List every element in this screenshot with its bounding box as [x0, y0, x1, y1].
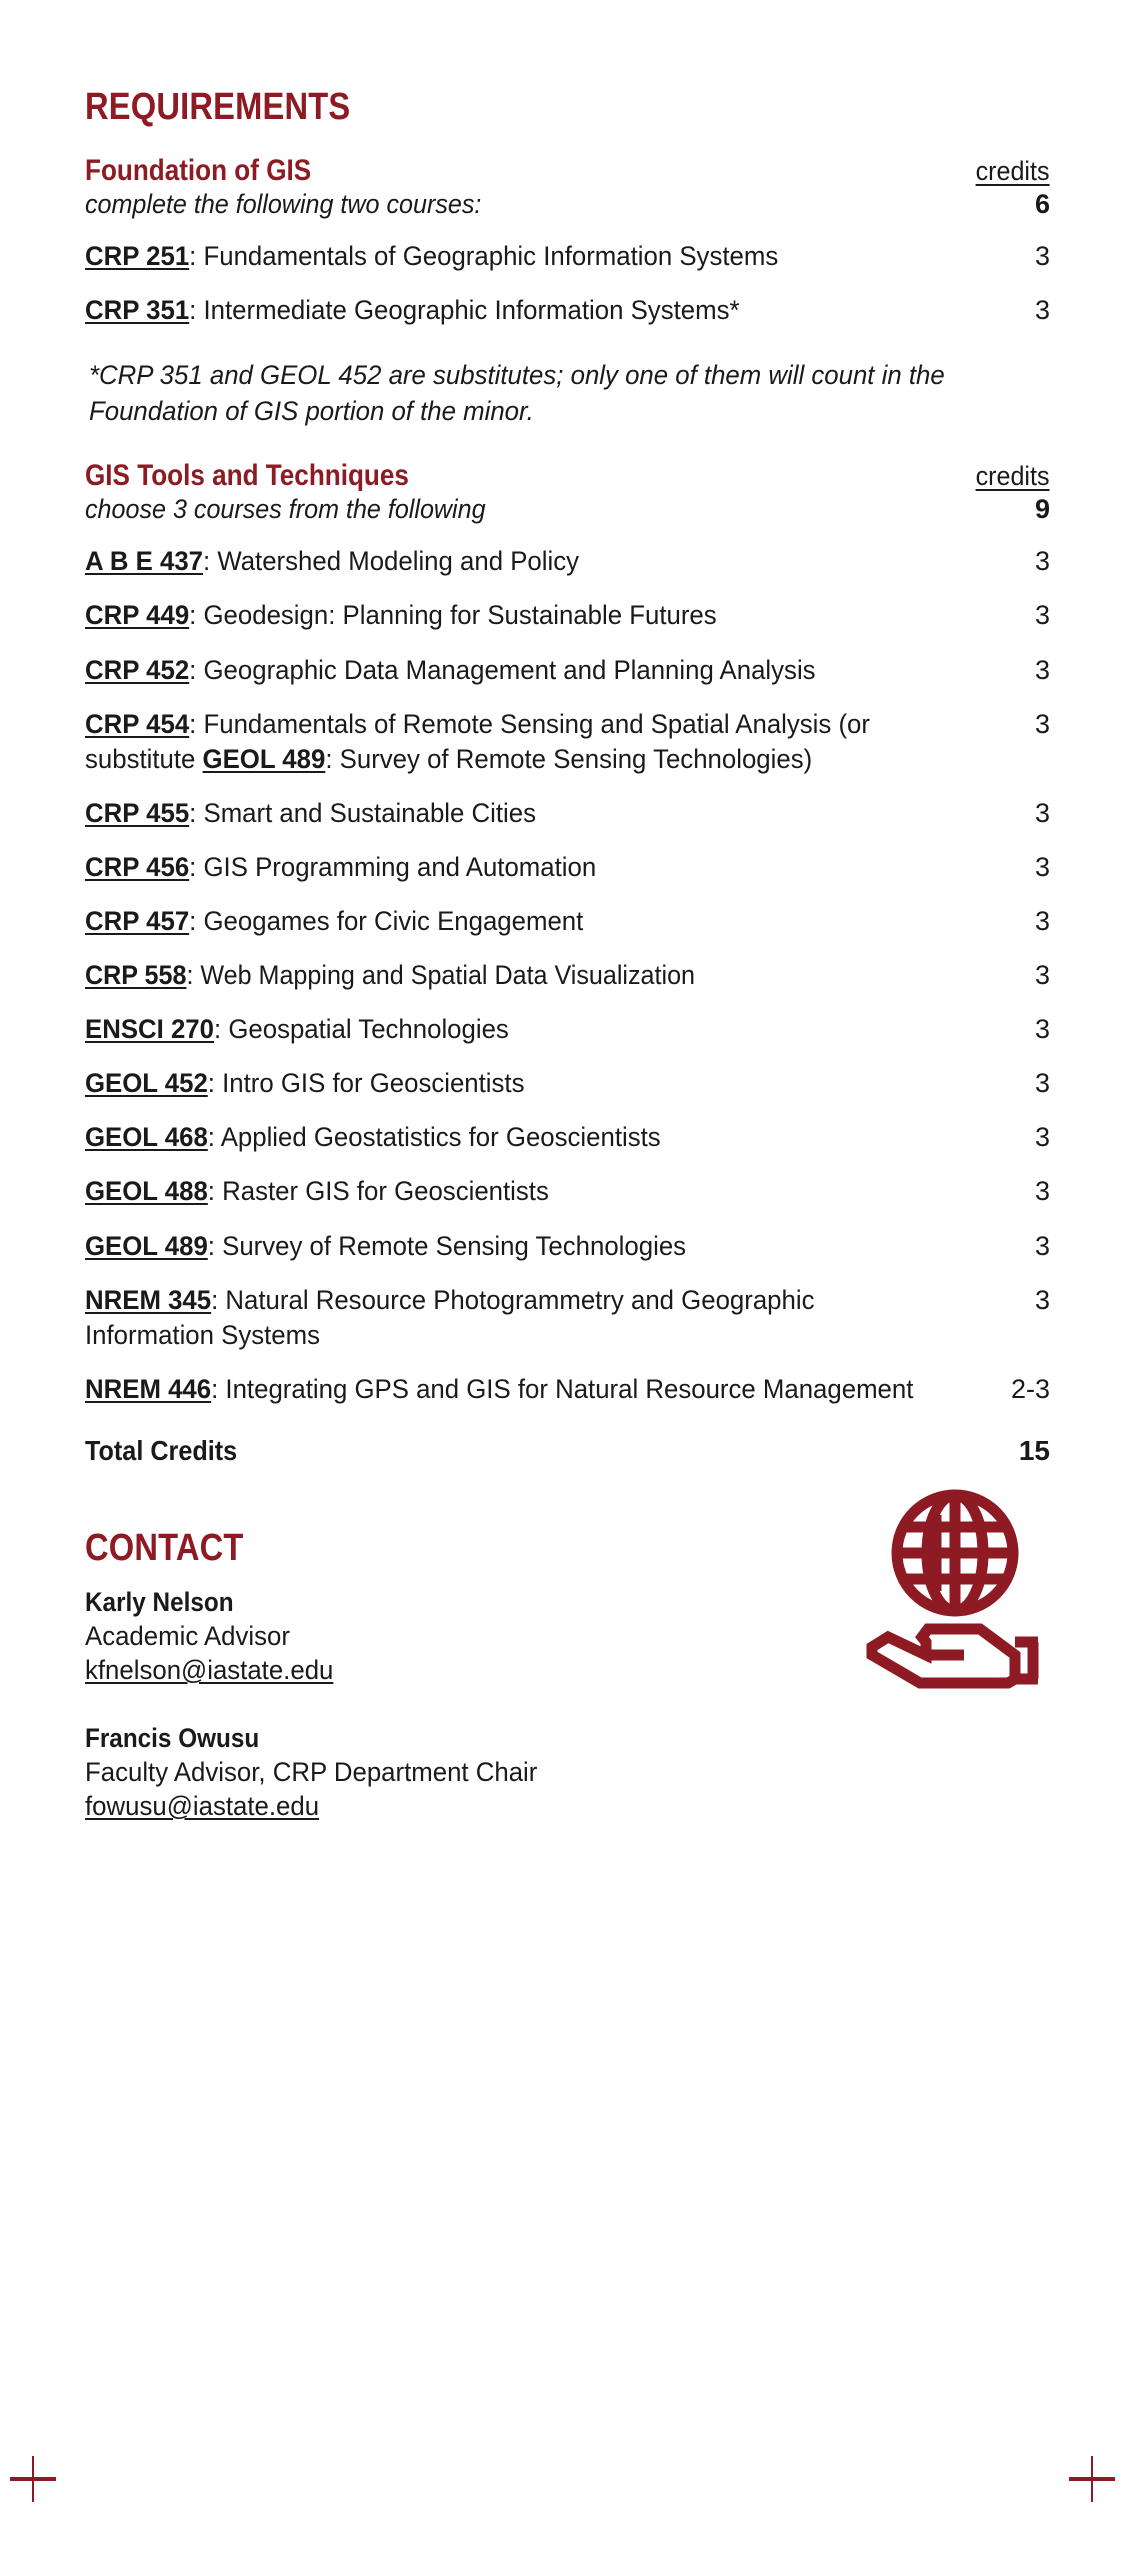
- course-label: [85, 598, 947, 633]
- section-header-row: [85, 154, 1050, 187]
- course-code-alt: GEOL 489: [202, 743, 326, 774]
- course-label: [85, 239, 947, 274]
- course-title: : Geodesign: Planning for Sustainable Futures: [189, 600, 717, 631]
- contact-people-list: [85, 1585, 725, 1823]
- course-credits: 3: [1034, 1068, 1050, 1099]
- course-title: : Applied Geostatistics for Geoscientists: [207, 1122, 661, 1153]
- course-row: [85, 904, 1050, 939]
- course-credits: 3: [1034, 654, 1050, 685]
- course-code: A B E 437: [85, 546, 204, 577]
- course-row: [85, 707, 1050, 777]
- course-title: : Raster GIS for Geoscientists: [207, 1176, 549, 1207]
- course-credits: 3: [1034, 905, 1050, 936]
- course-label: [85, 958, 925, 993]
- course-credits: 3: [1034, 708, 1050, 739]
- course-code: GEOL 468: [85, 1122, 208, 1153]
- course-title: : Web Mapping and Spatial Data Visualization: [186, 960, 696, 991]
- course-row: [85, 958, 1050, 993]
- course-title: : Geogames for Civic Engagement: [189, 905, 584, 936]
- course-credits: 3: [1034, 1176, 1050, 1207]
- course-label: [85, 653, 947, 688]
- page-content: [85, 0, 1050, 1823]
- section-foundation-of-gis: [85, 154, 1050, 429]
- course-title: : Geospatial Technologies: [213, 1014, 509, 1045]
- course-credits: 3: [1034, 294, 1050, 325]
- course-row: [85, 796, 1050, 831]
- section-instruction: choose 3 courses from the following: [85, 494, 486, 525]
- contact-email-link[interactable]: fowusu@iastate.edu: [85, 1790, 320, 1821]
- course-label: [85, 796, 947, 831]
- course-label: [85, 1372, 947, 1407]
- total-credits-row: [85, 1435, 1050, 1467]
- course-title: : Natural Resource Photogrammetry and Geographic Information Systems: [85, 1284, 815, 1350]
- course-row: [85, 653, 1050, 688]
- section-header-row: [85, 459, 1050, 492]
- course-code: CRP 454: [85, 708, 190, 739]
- course-label: [85, 1283, 947, 1353]
- course-code: ENSCI 270: [85, 1014, 214, 1045]
- contact-name: Karly Nelson: [85, 1586, 234, 1617]
- section-credit-total: 6: [1034, 188, 1050, 219]
- contact-role: Faculty Advisor, CRP Department Chair: [85, 1756, 538, 1787]
- course-code: CRP 251: [85, 240, 190, 271]
- course-row: [85, 1229, 1050, 1264]
- course-row: [85, 239, 1050, 274]
- course-code: GEOL 488: [85, 1176, 208, 1207]
- section-title-gis-tools: GIS Tools and Techniques: [85, 459, 409, 493]
- course-label: [85, 1120, 947, 1155]
- course-label: [85, 1066, 947, 1101]
- contact-name: Francis Owusu: [85, 1722, 260, 1753]
- course-label: [85, 1229, 947, 1264]
- course-code: CRP 452: [85, 654, 190, 685]
- course-row: [85, 1012, 1050, 1047]
- course-code: GEOL 452: [85, 1068, 208, 1099]
- course-title-alt: : Survey of Remote Sensing Technologies): [325, 743, 813, 774]
- course-title: : GIS Programming and Automation: [189, 851, 597, 882]
- course-title: : Intermediate Geographic Information Systems*: [189, 294, 740, 325]
- course-credits: 3: [1034, 1230, 1050, 1261]
- course-row: [85, 1066, 1050, 1101]
- contact-person: [85, 1721, 725, 1823]
- course-row: [85, 598, 1050, 633]
- course-title: : Intro GIS for Geoscientists: [207, 1068, 525, 1099]
- course-credits: 3: [1034, 1122, 1050, 1153]
- course-title: : Survey of Remote Sensing Technologies: [207, 1230, 687, 1261]
- section-credit-total: 9: [1034, 494, 1050, 525]
- course-row: [85, 1120, 1050, 1155]
- contact-heading: CONTACT: [85, 1526, 244, 1569]
- course-credits: 3: [1034, 600, 1050, 631]
- course-credits: 3: [1034, 1284, 1050, 1315]
- crop-mark-bottom-left: [10, 2456, 56, 2502]
- course-label: [85, 1174, 947, 1209]
- course-title: : Smart and Sustainable Cities: [189, 797, 537, 828]
- total-credits-label: Total Credits: [85, 1434, 238, 1466]
- section-instruction-row: [85, 494, 1050, 525]
- course-title: : Fundamentals of Remote Sensing and Spatial Analysis (or substitute: [85, 708, 870, 774]
- globe-in-hand-icon: [860, 1487, 1050, 1717]
- course-row: [85, 1174, 1050, 1209]
- course-credits: 2-3: [1010, 1373, 1050, 1404]
- contact-email-link[interactable]: kfnelson@iastate.edu: [85, 1654, 334, 1685]
- course-code: NREM 446: [85, 1373, 212, 1404]
- course-row: [85, 1372, 1050, 1407]
- course-label: [85, 904, 947, 939]
- course-label: [85, 293, 947, 328]
- section-gis-tools-and-techniques: [85, 459, 1050, 1407]
- course-code: CRP 456: [85, 851, 190, 882]
- total-credits-value: 15: [1018, 1434, 1050, 1466]
- course-label: [85, 850, 947, 885]
- course-title: : Geographic Data Management and Planning Analysis: [189, 654, 816, 685]
- course-credits: 3: [1034, 960, 1050, 991]
- course-code: GEOL 489: [85, 1230, 208, 1261]
- course-code: CRP 558: [85, 960, 187, 991]
- course-credits: 3: [1034, 851, 1050, 882]
- course-row: [85, 293, 1050, 328]
- course-code: NREM 345: [85, 1284, 212, 1315]
- course-title: : Watershed Modeling and Policy: [203, 546, 579, 577]
- course-row: [85, 1283, 1050, 1353]
- course-label: [85, 707, 947, 777]
- course-label: [85, 544, 947, 579]
- course-code: CRP 457: [85, 905, 190, 936]
- section-instruction: complete the following two courses:: [85, 188, 482, 219]
- course-title: : Fundamentals of Geographic Information Systems: [189, 240, 779, 271]
- contact-person: [85, 1585, 725, 1687]
- crop-mark-bottom-right: [1069, 2456, 1115, 2502]
- credits-column-label: credits: [976, 155, 1050, 186]
- section-instruction-row: [85, 189, 1050, 220]
- course-credits: 3: [1034, 1014, 1050, 1045]
- section-title-foundation: Foundation of GIS: [85, 153, 312, 187]
- course-credits: 3: [1034, 797, 1050, 828]
- course-code: CRP 455: [85, 797, 190, 828]
- section-footnote: *CRP 351 and GEOL 452 are substitutes; only one of them will count in the Foundation of GIS portion of the minor.: [89, 360, 945, 426]
- course-title: : Integrating GPS and GIS for Natural Resource Management: [211, 1373, 914, 1404]
- course-code: CRP 449: [85, 600, 190, 631]
- contact-section: [85, 1526, 1050, 1823]
- course-label: [85, 1012, 947, 1047]
- course-row: [85, 544, 1050, 579]
- contact-role: Academic Advisor: [85, 1620, 290, 1651]
- course-credits: 3: [1034, 546, 1050, 577]
- course-code: CRP 351: [85, 294, 190, 325]
- course-credits: 3: [1034, 240, 1050, 271]
- credits-column-label: credits: [976, 461, 1050, 492]
- course-row: [85, 850, 1050, 885]
- requirements-heading: REQUIREMENTS: [85, 86, 351, 128]
